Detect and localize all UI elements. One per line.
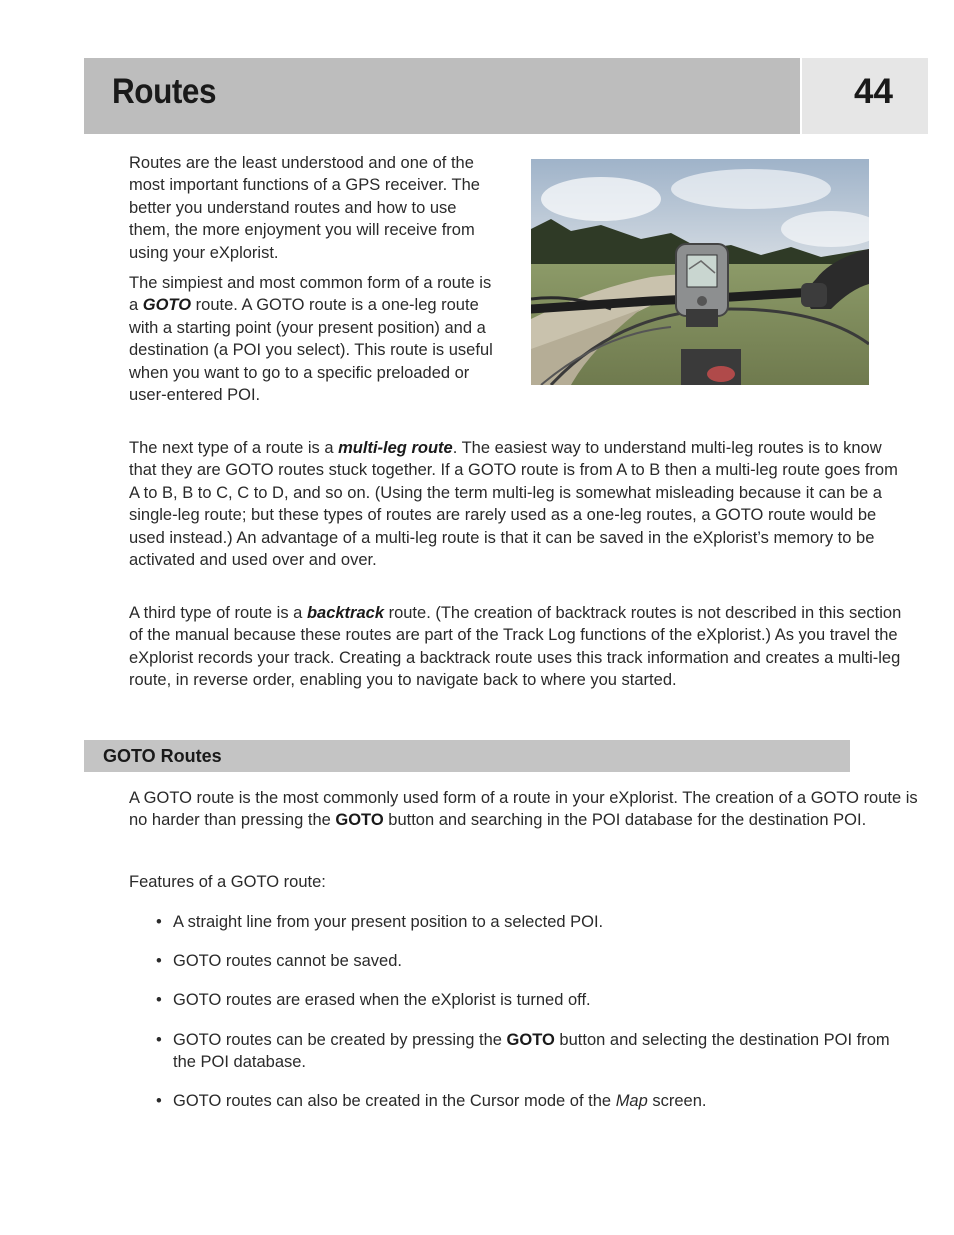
page-number: 44 bbox=[854, 72, 893, 111]
backtrack-term: backtrack bbox=[306, 604, 384, 622]
intro-paragraph-3 bbox=[129, 437, 909, 571]
intro-paragraph-2-text-b: route. A GOTO route is a one-leg route with a starting point (your present position) and a destination (a POI you select). This route is useful when you want to go to a specific preloaded or user-entered POI. bbox=[129, 296, 493, 405]
goto-routes-section-bar bbox=[84, 740, 850, 772]
list-item-text: GOTO routes cannot be saved. bbox=[173, 952, 402, 971]
bullet-dot: • bbox=[156, 1092, 162, 1111]
features-label bbox=[129, 871, 829, 893]
bullet-dot: • bbox=[156, 913, 162, 931]
goto-features-list bbox=[156, 911, 916, 1129]
list-item-text-a: GOTO routes can also be created in the Cursor mode of the bbox=[173, 1092, 616, 1111]
chapter-title: Routes bbox=[112, 72, 217, 111]
features-label-text: Features of a GOTO route: bbox=[129, 873, 326, 891]
intro-paragraph-4-text-a: A third type of route is a bbox=[129, 604, 307, 622]
intro-paragraph-4-text-b: route. (The creation of backtrack routes is not described in this section of the manual because these routes are part of the Track Log functions of the eXplorist.) As you travel the eXplorist records your track. Creating a backtrack route uses this track information and creates a multi-leg route, in reverse order, enabling you to navigate back to where you started. bbox=[129, 604, 902, 690]
list-item bbox=[156, 1090, 916, 1112]
intro-paragraph-2 bbox=[129, 272, 499, 406]
bullet-dot: • bbox=[156, 952, 162, 971]
bullet-dot: • bbox=[156, 991, 162, 1010]
goto-paragraph-1 bbox=[129, 787, 919, 832]
intro-paragraph-2-text-a: The simpiest and most common form of a route is a bbox=[129, 274, 492, 315]
gps-bike-photo-illustration bbox=[531, 159, 869, 385]
map-screen-term: Map bbox=[615, 1092, 648, 1111]
intro-paragraph-1 bbox=[129, 152, 499, 264]
list-item bbox=[156, 950, 916, 972]
chapter-header-bar bbox=[84, 58, 800, 134]
list-item-text-b: screen. bbox=[647, 1092, 707, 1111]
intro-paragraph-3-text-a: The next type of a route is a bbox=[129, 439, 339, 457]
gps-bike-photo bbox=[531, 159, 869, 385]
list-item-text-a: GOTO routes can be created by pressing the bbox=[173, 1030, 507, 1049]
section-title: GOTO Routes bbox=[103, 746, 222, 766]
intro-paragraph-1-text: Routes are the least understood and one of the most important functions of a GPS receiver. The better you understand routes and how to use them, the more enjoyment you will receive from using your eXplorist. bbox=[129, 154, 480, 262]
page-number-box bbox=[802, 58, 928, 134]
list-item-text: GOTO routes are erased when the eXplorist is turned off. bbox=[173, 991, 591, 1010]
intro-paragraph-3-text-b: . The easiest way to understand multi-leg routes is to know that they are GOTO routes stuck together. If a GOTO route is from A to B then a multi-leg route goes from A to B, B to C, C to D, and so on. (Using the term multi-leg is somewhat misleading because it can be a single-leg route; but these types of routes are rarely used as a one-leg routes, a GOTO route would be used instead.) An advantage of a multi-leg route is that it can be saved in the eXplorist’s memory to be activated and used over and over. bbox=[129, 439, 898, 570]
goto-button-term: GOTO bbox=[506, 1030, 555, 1049]
list-item bbox=[156, 911, 916, 933]
bullet-dot: • bbox=[156, 1030, 162, 1049]
goto-paragraph-1-text-a: A GOTO route is the most commonly used form of a route in your eXplorist. The creation of a GOTO route is no harder than pressing the bbox=[129, 789, 918, 830]
list-item bbox=[156, 989, 916, 1011]
goto-button-term: GOTO bbox=[335, 811, 384, 830]
multi-leg-route-term: multi-leg route bbox=[338, 439, 453, 457]
goto-paragraph-1-text-b: button and searching in the POI database for the destination POI. bbox=[383, 811, 867, 830]
list-item-text: A straight line from your present position to a selected POI. bbox=[173, 913, 604, 931]
intro-paragraph-4 bbox=[129, 602, 909, 692]
list-item bbox=[156, 1029, 916, 1074]
goto-term: GOTO bbox=[142, 296, 192, 315]
list-item-text-b: button and selecting the destination POI from the POI database. bbox=[173, 1030, 890, 1072]
